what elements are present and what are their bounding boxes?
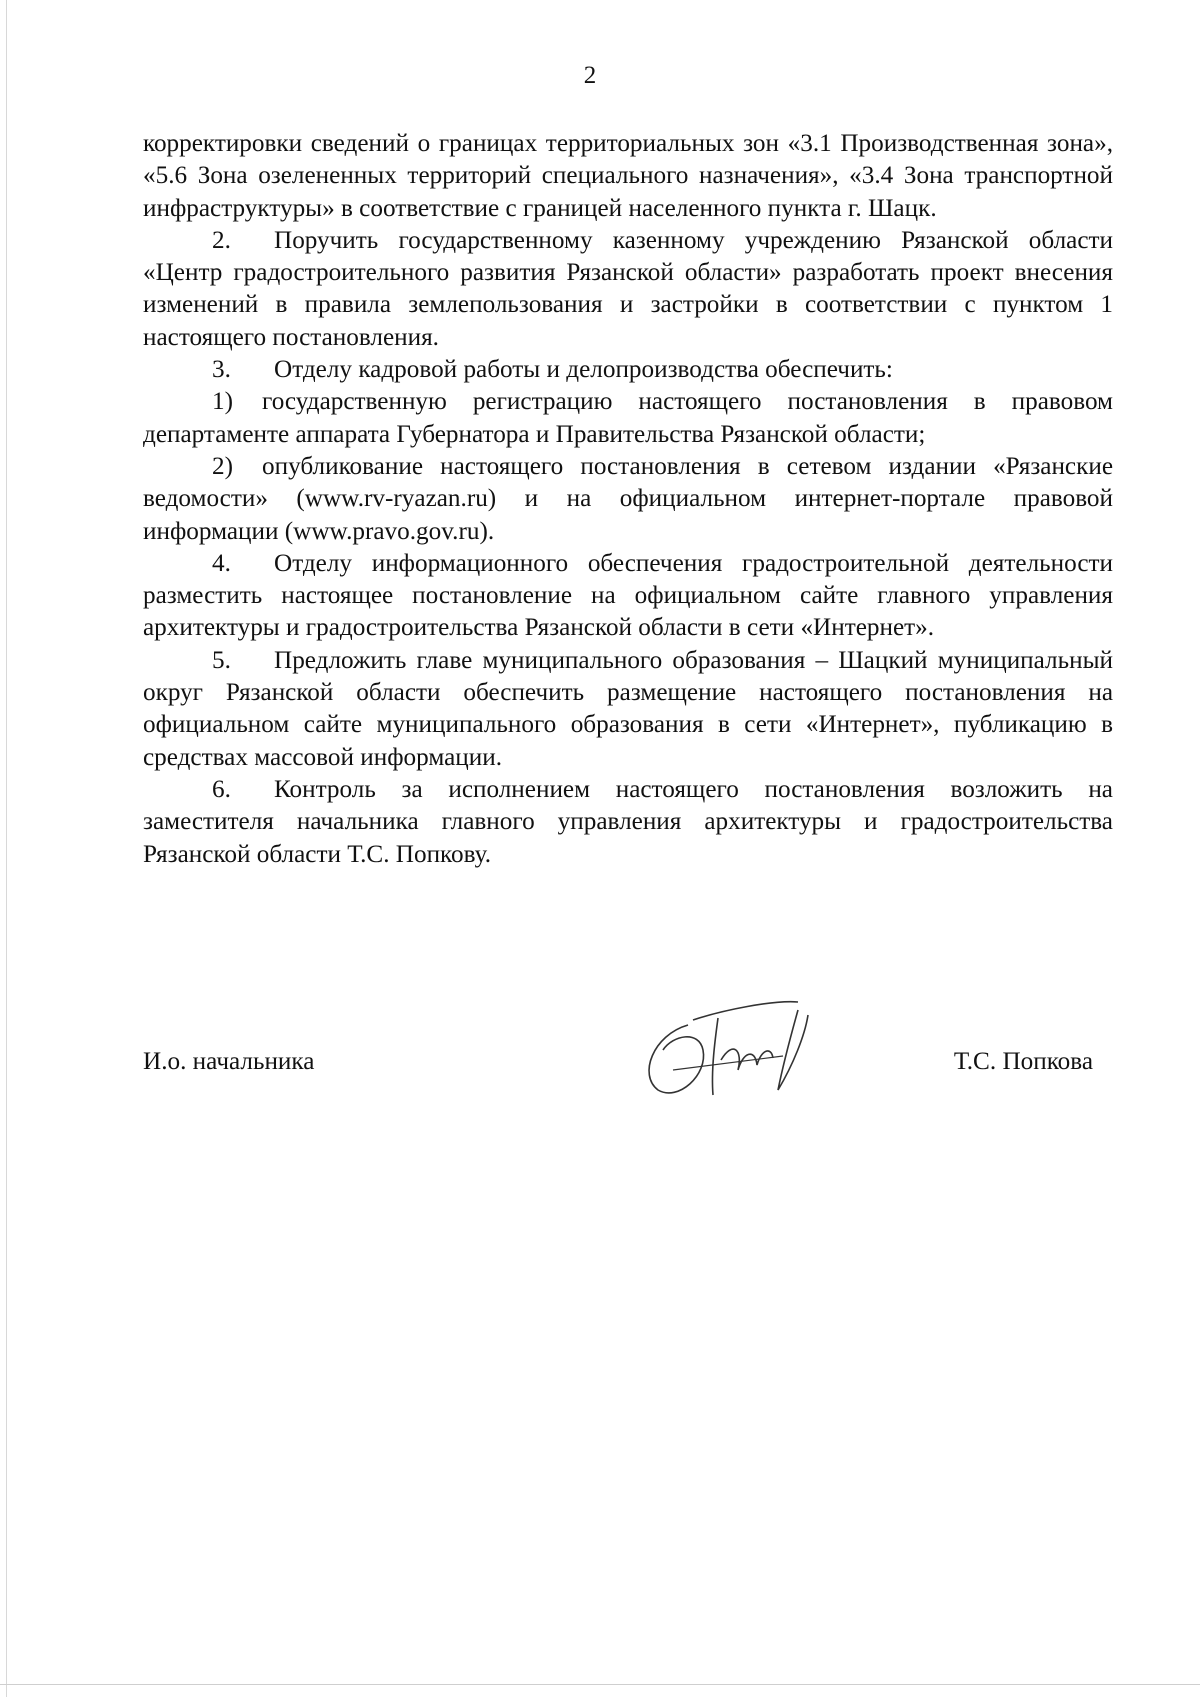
paragraph-number: 4.: [212, 549, 231, 577]
handwritten-signature: [633, 980, 833, 1110]
paragraph-text: Контроль за исполнением настоящего постановления возложить на заместителя начальника главного управления архитектуры и градостроительства Рязанской области Т.С. Попкову.: [143, 775, 1113, 868]
paragraph-text: Предложить главе муниципального образования – Шацкий муниципальный округ Рязанской области обеспечить размещение настоящего постановления на официальном сайте муниципального образования в сети «Интернет», публикацию в средствах массовой информации.: [143, 646, 1113, 771]
paragraph-item-3: [143, 354, 1113, 386]
paragraph-continuation: [143, 128, 1113, 225]
document-body: [143, 128, 1113, 871]
paragraph-number: 5.: [212, 646, 231, 674]
page-edge-bottom: [0, 1684, 1200, 1685]
paragraph-number: 2.: [212, 226, 231, 254]
paragraph-number: 1): [212, 388, 233, 416]
signatory-name: Т.С. Попкова: [953, 1048, 1093, 1075]
paragraph-number: 6.: [212, 775, 231, 803]
paragraph-text: опубликование настоящего постановления в сетевом издании «Рязанские ведомости» (www.rv-ryazan.ru) и на официальном интернет-портале правовой информации (www.pravo.gov.ru).: [143, 452, 1113, 545]
paragraph-text: Отделу информационного обеспечения градостроительной деятельности разместить настоящее постановление на официальном сайте главного управления архитектуры и градостроительства Рязанской области в сети «Интернет».: [143, 549, 1113, 642]
paragraph-text: Поручить государственному казенному учреждению Рязанской области «Центр градостроительного развития Рязанской области» разработать проект внесения изменений в правила землепользования и застройки в соответствии с пунктом 1 настоящего постановления.: [143, 226, 1113, 351]
paragraph-item-6: [143, 774, 1113, 871]
paragraph-number: 2): [212, 452, 233, 480]
paragraph-item-4: [143, 548, 1113, 645]
paragraph-text: государственную регистрацию настоящего постановления в правовом департаменте аппарата Губернатора и Правительства Рязанской области;: [143, 388, 1113, 448]
signature-block: [143, 1030, 1093, 1150]
paragraph-item-2: [143, 225, 1113, 354]
page-edge-left: [6, 0, 7, 1697]
paragraph-subitem-1: [143, 386, 1113, 451]
paragraph-item-5: [143, 645, 1113, 774]
paragraph-text: Отделу кадровой работы и делопроизводства обеспечить:: [274, 356, 893, 384]
paragraph-number: 3.: [212, 356, 231, 384]
page-number: 2: [583, 62, 597, 89]
paragraph-subitem-2: [143, 451, 1113, 548]
signatory-role: И.о. начальника: [143, 1048, 315, 1075]
paragraph-text: корректировки сведений о границах территориальных зон «3.1 Производственная зона», «5.6 Зона озелененных территорий специального назначения», «3.4 Зона транспортной инфраструктуры» в соответствие с границей населенного пункта г. Шацк.: [143, 130, 1113, 222]
